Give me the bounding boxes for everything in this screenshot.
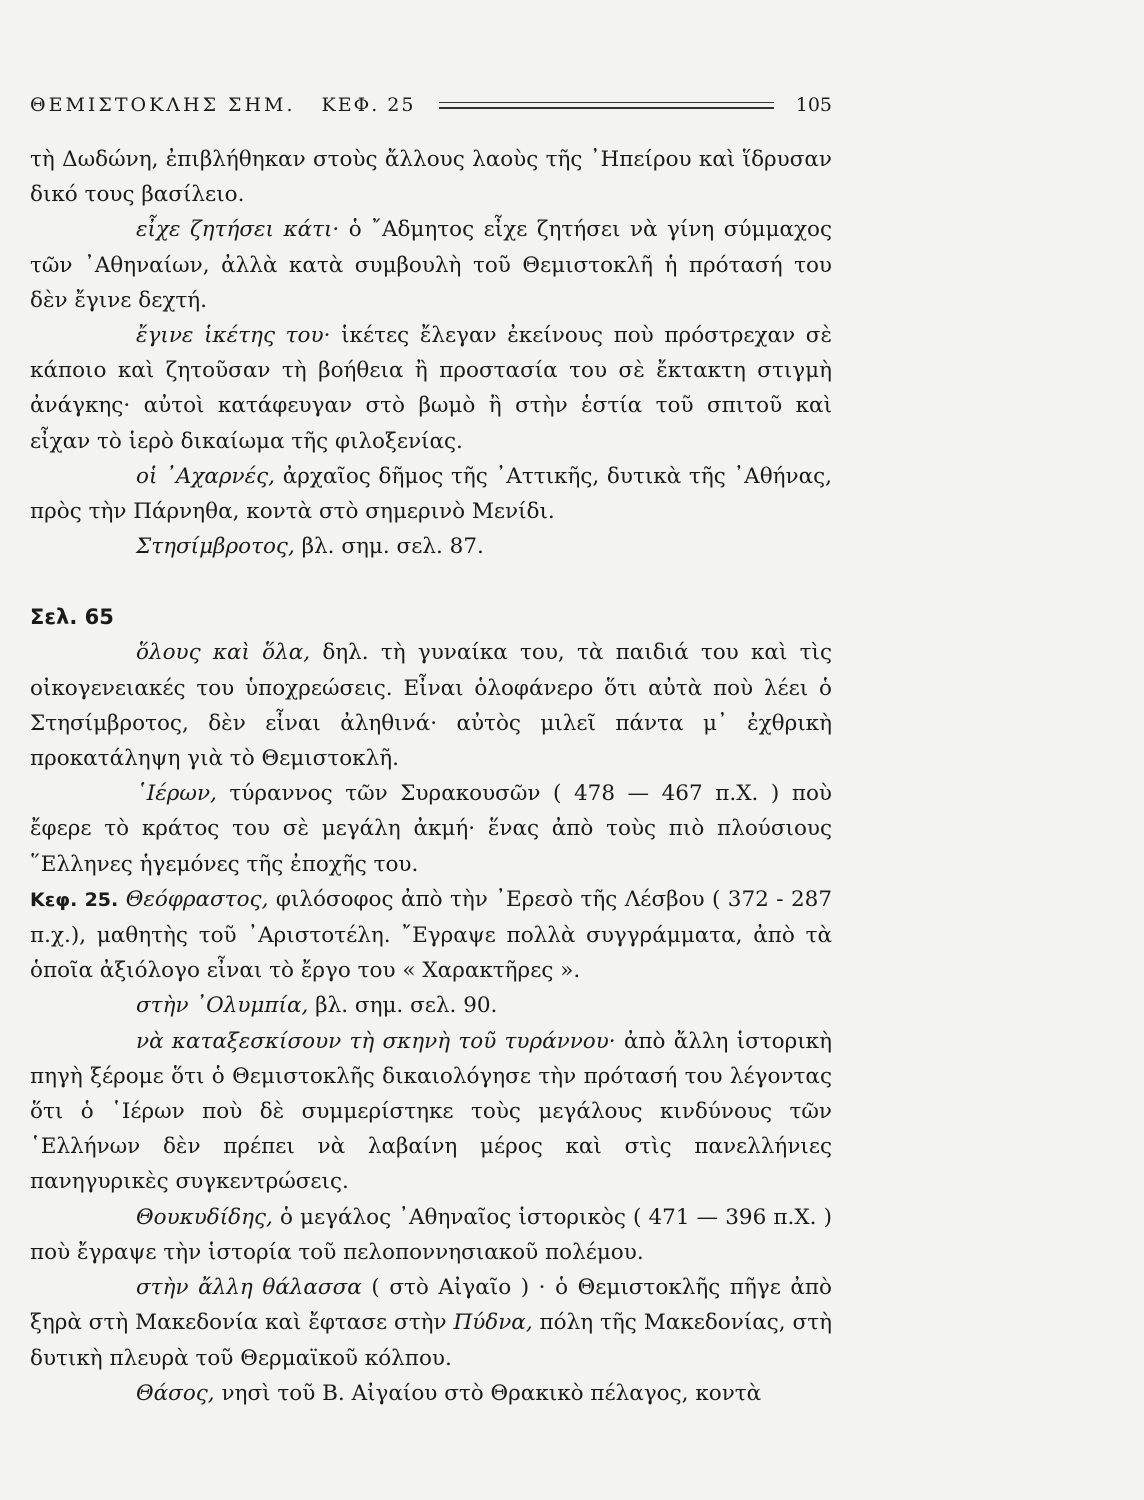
chapter-label: Κεφ. 25. <box>30 888 119 911</box>
page-number: 105 <box>795 94 832 116</box>
note-lemma: ὅλους καὶ ὅλα, <box>136 640 311 666</box>
notes-body <box>30 142 832 1411</box>
note-paragraph <box>30 1200 832 1270</box>
running-head-title: ΘΕΜΙΣΤΟΚΛΗΣ ΣΗΜ. <box>30 94 296 116</box>
section-heading: Σελ. 65 <box>30 605 114 630</box>
kef-paragraph <box>30 882 832 989</box>
note-lemma: ῾Ιέρων, <box>136 781 217 807</box>
note-paragraph <box>30 529 832 564</box>
note-lemma: Θουκυδίδης, <box>136 1204 273 1230</box>
note-text: βλ. σημ. σελ. 87. <box>294 534 484 560</box>
note-lemma: εἶχε ζητήσει κάτι· <box>136 217 340 243</box>
note-text: φιλόσοφος ἀπὸ τὴν ᾿Ερεσὸ τῆς Λέσβου ( 372 - 287 π.χ.), μαθητὴς τοῦ ᾿Αριστοτέλη. ῎Εγραψε πολλὰ συγγράμματα, ἀπὸ τὰ ὁποῖα ἀξιόλογο εἶναι τὸ ἔργο του « Χαρακτῆρες ». <box>30 886 832 984</box>
note-paragraph <box>30 988 832 1023</box>
note-lemma: οἱ ᾿Αχαρνές, <box>136 463 276 489</box>
note-lemma: στὴν ᾿Ολυμπία, <box>136 993 309 1019</box>
note-paragraph <box>30 776 832 882</box>
note-text: πόλη τῆς Μακεδονίας, στὴ δυτικὴ πλευρὰ τοῦ Θερμαϊκοῦ κόλπου. <box>30 1310 832 1371</box>
note-text: ἀρχαῖος δῆμος τῆς ᾿Αττικῆς, δυτικὰ τῆς ᾿Αθήνας, πρὸς τὴν Πάρνηθα, κοντὰ στὸ σημερινὸ Μενίδι. <box>30 463 833 525</box>
note-lemma: νὰ καταξεσκίσουν τὴ σκηνὴ τοῦ τυράννου· <box>136 1028 616 1054</box>
note-text: τύραννος τῶν Συρακουσῶν ( 478 — 467 π.Χ. ) ποὺ ἔφερε τὸ κράτος του σὲ μεγάλη ἀκμή· ἕνας ἀπὸ τοὺς πιὸ πλούσιους ῞Ελληνες ἡγεμόνες τῆς ἐποχῆς του. <box>30 781 832 877</box>
note-text: τὴ Δωδώνη, ἐπιβλήθηκαν στοὺς ἄλλους λαοὺς τῆς ᾿Ηπείρου καὶ ἵδρυσαν δικό τους βασίλειο. <box>30 147 832 208</box>
note-paragraph <box>30 318 832 459</box>
note-lemma: στὴν ἄλλη θάλασσα <box>136 1275 362 1301</box>
note-paragraph <box>30 459 832 529</box>
note-text: νησὶ τοῦ Β. Αἰγαίου στὸ Θρακικὸ πέλαγος, κοντὰ <box>214 1380 762 1406</box>
note-paragraph <box>30 1270 832 1376</box>
note-lemma: Θεόφραστος, <box>125 886 269 912</box>
note-paragraph <box>30 1376 832 1411</box>
note-paragraph <box>30 1024 832 1200</box>
note-lemma-inline: Πύδνα, <box>453 1310 533 1336</box>
note-text: δηλ. τὴ γυναίκα του, τὰ παιδιά του καὶ τὶς οἰκογενειακές του ὑποχρεώσεις. Εἶναι ὁλοφάνερο ὅτι αὐτὰ ποὺ λέει ὁ Στησίμβροτος, δὲν εἶναι ἀληθινά· αὐτὸς μιλεῖ πάντα μ᾿ ἐχθρικὴ προκατάληψη γιὰ τὸ Θεμιστοκλῆ. <box>30 640 832 772</box>
running-head-chapter: ΚΕΦ. 25 <box>321 94 416 116</box>
note-lemma: ἔγινε ἱκέτης του· <box>136 323 331 349</box>
note-text: ὁ μεγάλος ᾿Αθηναῖος ἱστορικὸς ( 471 — 396 π.Χ. ) ποὺ ἔγραψε τὴν ἱστορία τοῦ πελοποννησιακοῦ πολέμου. <box>30 1204 832 1265</box>
note-lemma: Θάσος, <box>136 1380 215 1406</box>
note-text: βλ. σημ. σελ. 90. <box>308 993 498 1019</box>
note-paragraph <box>30 212 832 318</box>
note-text: ἀπὸ ἄλλη ἱστορικὴ πηγὴ ξέρομε ὅτι ὁ Θεμιστοκλῆς δικαιολόγησε τὴν πρότασή του λέγοντας ὅτι ὁ ῾Ιέρων ποὺ δὲ συμμερίστηκε τοὺς μεγάλους κινδύνους τῶν ῾Ελλήνων δὲν πρέπει νὰ λαβαίνη μέρος καὶ στὶς πανελλήνιες πανηγυρικὲς συγκεντρώσεις. <box>30 1028 832 1195</box>
running-head <box>30 88 832 122</box>
note-paragraph <box>30 142 832 212</box>
note-text: ( στὸ Αἰγαῖο ) · ὁ Θεμιστοκλῆς πῆγε ἀπὸ ξηρὰ στὴ Μακεδονία καὶ ἔφτασε στὴν <box>30 1275 832 1336</box>
note-text: ἱκέτες ἔλεγαν ἐκείνους ποὺ πρόστρεχαν σὲ κάποιο καὶ ζητοῦσαν τὴ βοήθεια ἢ προστασία του σὲ ἔκτακτη στιγμὴ ἀνάγκης· αὐτοὶ κατάφευγαν στὸ βωμὸ ἢ στὴν ἑστία τοῦ σπιτοῦ καὶ εἶχαν τὸ ἱερὸ δικαίωμα τῆς φιλοξενίας. <box>30 323 832 454</box>
note-lemma: Στησίμβροτος, <box>136 534 295 560</box>
note-paragraph <box>30 635 832 776</box>
note-text: ὁ ῎Αδμητος εἶχε ζητήσει νὰ γίνη σύμμαχος τῶν ᾿Αθηναίων, ἀλλὰ κατὰ συμβουλὴ τοῦ Θεμιστοκλῆ ἡ πρότασή του δὲν ἔγινε δεχτή. <box>30 217 832 313</box>
running-head-rule <box>439 102 773 109</box>
